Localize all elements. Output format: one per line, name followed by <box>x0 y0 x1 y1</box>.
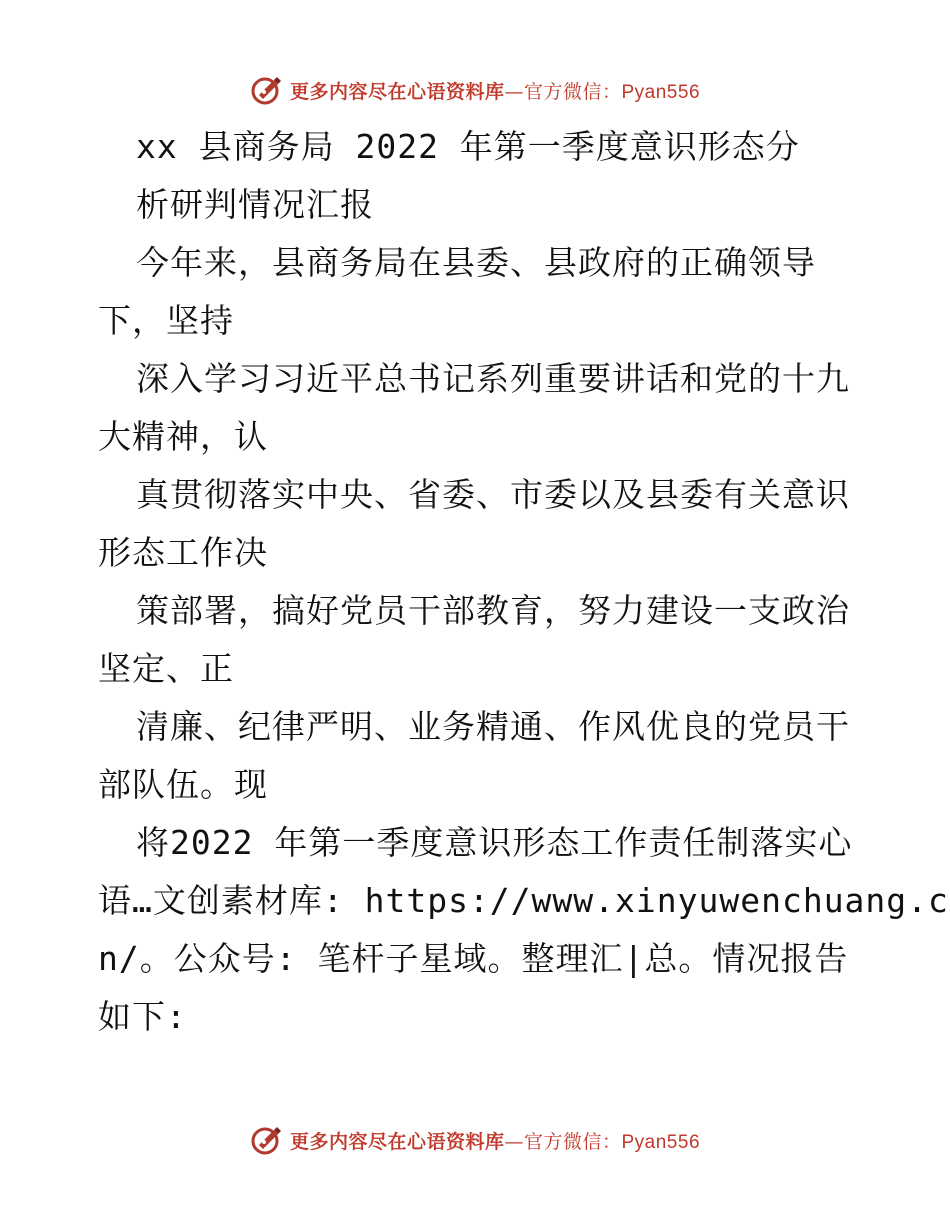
text-line: 部队伍。现 <box>98 765 268 804</box>
text-line: 今年来，县商务局在县委、县政府的正确领导 <box>136 243 816 282</box>
banner-wechat-id: Pyan556 <box>621 1131 701 1153</box>
banner-main-text: 更多内容尽在心语资料库 <box>289 80 505 103</box>
text-line: 析研判情况汇报 <box>136 185 374 224</box>
banner-wechat-label: 官方微信： <box>523 80 622 103</box>
banner-text <box>290 1127 700 1154</box>
banner-dash: — <box>504 80 524 103</box>
banner-dash: — <box>504 1130 524 1153</box>
text-line: 坚定、正 <box>98 649 234 688</box>
text-line: 语…文创素材库: https://www.xinyuwenchuang.c <box>98 881 949 920</box>
text-line: 如下: <box>98 997 187 1036</box>
banner-wechat-label: 官方微信： <box>523 1130 622 1153</box>
text-line: 下，坚持 <box>98 301 234 340</box>
document-body <box>98 118 949 1046</box>
text-line: 大精神，认 <box>98 417 268 456</box>
text-line: 真贯彻落实中央、省委、市委以及县委有关意识 <box>136 475 850 514</box>
banner-main-text: 更多内容尽在心语资料库 <box>289 1130 505 1153</box>
text-line: xx 县商务局 2022 年第一季度意识形态分 <box>136 127 800 166</box>
pen-logo-icon <box>250 1123 284 1157</box>
text-line: 策部署，搞好党员干部教育，努力建设一支政治 <box>136 591 850 630</box>
pen-logo-icon <box>250 73 284 107</box>
banner-wechat-id: Pyan556 <box>621 81 701 103</box>
text-line: 清廉、纪律严明、业务精通、作风优良的党员干 <box>136 707 850 746</box>
text-line: 深入学习习近平总书记系列重要讲话和党的十九 <box>136 359 850 398</box>
text-line: 形态工作决 <box>98 533 268 572</box>
text-line: n/。公众号: 笔杆子星域。整理汇|总。情况报告 <box>98 939 849 978</box>
banner-text <box>290 77 700 104</box>
footer-banner <box>0 1120 950 1160</box>
text-line: 将2022 年第一季度意识形态工作责任制落实心 <box>136 823 853 862</box>
header-banner <box>0 70 950 110</box>
